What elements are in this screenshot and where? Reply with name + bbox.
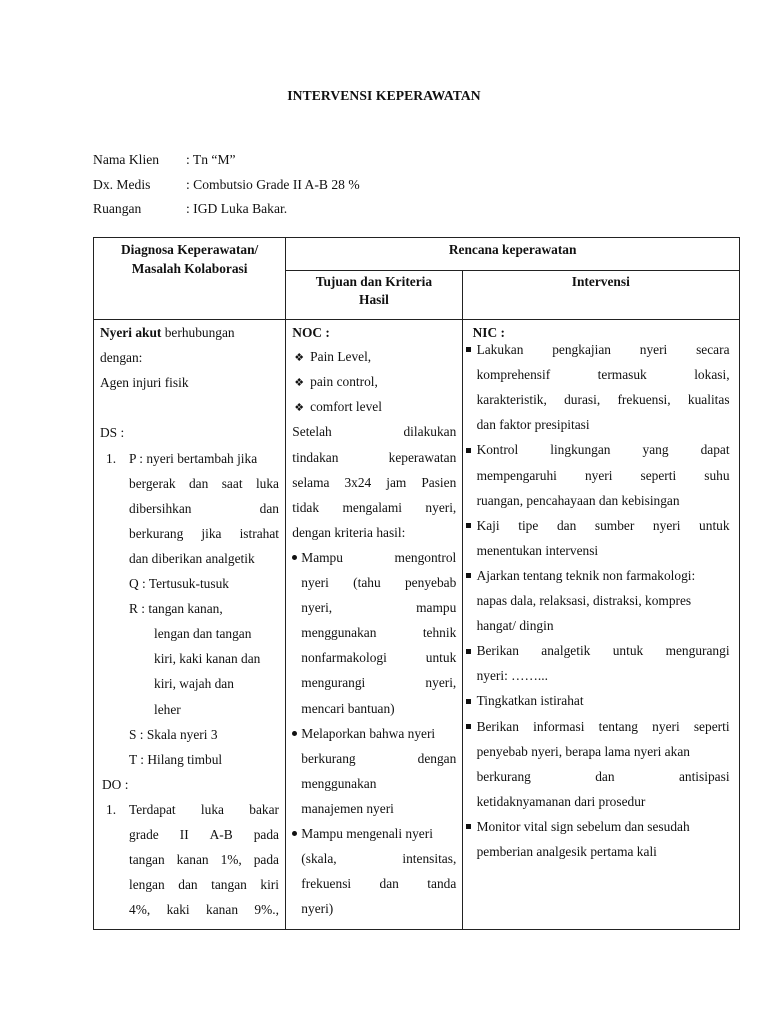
header-diagnosa-line: Diagnosa Keperawatan/ bbox=[121, 242, 259, 257]
ds-r: R : tangan kanan, bbox=[129, 601, 223, 617]
nic-line: napas dala, relaksasi, distraksi, kompres bbox=[476, 593, 692, 608]
header-intervensi-label: Intervensi bbox=[571, 274, 630, 289]
tujuan-line: Setelah dilakukan bbox=[292, 424, 457, 440]
ds-r-line: lengan dan tangan bbox=[154, 626, 252, 642]
square-bullet-icon bbox=[466, 347, 471, 352]
list-number: 1. bbox=[106, 801, 117, 817]
tujuan-line: tindakan keperawatan bbox=[292, 449, 457, 465]
header-tujuan bbox=[286, 271, 462, 320]
nic-line: dan faktor presipitasi bbox=[476, 417, 590, 433]
do-line: Terdapat luka bakar bbox=[129, 801, 279, 817]
nic-line: karakteristik, durasi, frekuensi, kualitas bbox=[476, 392, 730, 408]
do-line: 4%, kaki kanan 9%., bbox=[129, 902, 279, 918]
square-bullet-icon bbox=[466, 824, 471, 829]
nic-item: Monitor vital sign sebelum dan sesudah bbox=[466, 820, 690, 833]
intervensi-cell bbox=[462, 320, 739, 930]
do-line: grade II A-B pada bbox=[129, 827, 279, 842]
diagnosa-cell bbox=[94, 320, 286, 930]
ds-p-line: berkurang jika istrahat bbox=[129, 525, 279, 541]
nic-item: Tingkatkan istirahat bbox=[466, 694, 584, 707]
kriteria-line: nonfarmakologi untuk bbox=[301, 650, 457, 666]
do-label: DO : bbox=[102, 776, 129, 792]
kriteria-line: nyeri, mampu bbox=[301, 600, 457, 616]
do-line: tangan kanan 1%, pada bbox=[129, 852, 279, 868]
bullet-icon bbox=[292, 731, 297, 736]
nic-item: Kaji tipe dan sumber nyeri untuk bbox=[466, 519, 730, 532]
diagnosa-lead: Nyeri akut berhubungan bbox=[100, 325, 235, 340]
kriteria-line: (skala, intensitas, bbox=[301, 851, 457, 867]
diamond-bullet-icon: ❖ bbox=[294, 352, 305, 365]
nic-label: NIC : bbox=[472, 325, 505, 340]
info-label: Ruangan bbox=[93, 201, 142, 216]
nic-line: ruangan, pencahayaan dan kebisingan bbox=[476, 492, 680, 508]
square-bullet-icon bbox=[466, 573, 471, 578]
do-line: lengan dan tangan kiri bbox=[129, 877, 279, 893]
header-intervensi bbox=[462, 271, 739, 320]
info-row-nama bbox=[93, 152, 236, 168]
kriteria-line: mencari bantuan) bbox=[301, 700, 395, 716]
kriteria-line: nyeri (tahu penyebab bbox=[301, 575, 457, 590]
tujuan-line: tidak mengalami nyeri, bbox=[292, 499, 457, 515]
ds-q: Q : Tertusuk-tusuk bbox=[129, 576, 229, 591]
kriteria-line: menggunakan bbox=[301, 775, 377, 791]
list-number: 1. bbox=[106, 450, 117, 466]
nic-line: penyebab nyeri, berapa lama nyeri akan bbox=[476, 743, 690, 759]
kriteria-line: berkurang dengan bbox=[301, 750, 457, 766]
diamond-bullet-icon: ❖ bbox=[294, 377, 305, 390]
ds-r-line: kiri, kaki kanan dan bbox=[154, 651, 261, 667]
ds-p-line: dan diberikan analgetik bbox=[129, 550, 255, 566]
square-bullet-icon bbox=[466, 699, 471, 704]
kriteria-line: manajemen nyeri bbox=[301, 800, 394, 816]
kriteria-line: mengurangi nyeri, bbox=[301, 675, 457, 691]
kriteria-item: Melaporkan bahwa nyeri bbox=[292, 727, 435, 740]
square-bullet-icon bbox=[466, 724, 471, 729]
nic-item: Lakukan pengkajian nyeri secara bbox=[466, 343, 730, 356]
diagnosa-line: Agen injuri fisik bbox=[100, 375, 189, 391]
ds-r-line: leher bbox=[154, 701, 181, 717]
kriteria-line: frekuensi dan tanda bbox=[301, 876, 457, 892]
nic-item: Berikan informasi tentang nyeri seperti bbox=[466, 720, 730, 733]
tujuan-line: selama 3x24 jam Pasien bbox=[292, 474, 457, 490]
info-label: Nama Klien bbox=[93, 152, 160, 167]
bullet-icon bbox=[292, 555, 297, 560]
header-diagnosa-line: Masalah Kolaborasi bbox=[131, 261, 248, 276]
header-rencana bbox=[286, 238, 740, 271]
diagnosa-line: dengan: bbox=[100, 350, 143, 366]
square-bullet-icon bbox=[466, 448, 471, 453]
square-bullet-icon bbox=[466, 649, 471, 654]
kriteria-item: Mampu mengenali nyeri bbox=[292, 827, 433, 840]
nic-line: ketidaknyamanan dari prosedur bbox=[476, 793, 646, 809]
ds-r-line: kiri, wajah dan bbox=[154, 676, 234, 692]
kriteria-line: nyeri) bbox=[301, 901, 334, 917]
kriteria-label: dengan kriteria hasil: bbox=[292, 524, 406, 540]
nic-line: nyeri: ……... bbox=[476, 668, 548, 684]
nic-item: Berikan analgetik untuk mengurangi bbox=[466, 644, 730, 657]
care-plan-table bbox=[93, 237, 740, 930]
info-value: : Tn “M” bbox=[186, 152, 236, 167]
nic-line: menentukan intervensi bbox=[476, 542, 599, 558]
bullet-icon bbox=[292, 831, 297, 836]
nic-line: berkurang dan antisipasi bbox=[476, 768, 730, 784]
ds-p-line: dibersihkan dan bbox=[129, 500, 279, 516]
noc-label: NOC : bbox=[292, 325, 330, 340]
noc-item: ❖ pain control, bbox=[294, 374, 378, 390]
tujuan-cell bbox=[286, 320, 462, 930]
header-tujuan-line: Tujuan dan Kriteria bbox=[315, 274, 433, 289]
header-tujuan-line: Hasil bbox=[359, 292, 389, 307]
nic-line: mempengaruhi nyeri seperti suhu bbox=[476, 467, 730, 483]
nic-item: Ajarkan tentang teknik non farmakologi: bbox=[466, 569, 696, 582]
nic-line: komprehensif termasuk lokasi, bbox=[476, 367, 730, 383]
ds-p-line: P : nyeri bertambah jika bbox=[129, 450, 258, 466]
diamond-bullet-icon: ❖ bbox=[294, 402, 305, 415]
kriteria-item: Mampu mengontrol bbox=[292, 551, 456, 564]
ds-s: S : Skala nyeri 3 bbox=[129, 726, 218, 742]
ds-p-line: bergerak dan saat luka bbox=[129, 475, 279, 491]
nic-line: pemberian analgesik pertama kali bbox=[476, 844, 657, 859]
info-row-dx bbox=[93, 177, 360, 193]
info-label: Dx. Medis bbox=[93, 177, 151, 192]
info-value: : Combutsio Grade II A-B 28 % bbox=[186, 177, 360, 192]
ds-t: T : Hilang timbul bbox=[129, 751, 223, 767]
info-value: : IGD Luka Bakar. bbox=[186, 201, 288, 216]
info-row-ruangan bbox=[93, 201, 287, 217]
header-diagnosa bbox=[94, 238, 286, 320]
noc-item: ❖ Pain Level, bbox=[294, 349, 372, 365]
square-bullet-icon bbox=[466, 523, 471, 528]
header-rencana-label: Rencana keperawatan bbox=[448, 242, 577, 257]
ds-label: DS : bbox=[100, 425, 125, 441]
noc-item: ❖ comfort level bbox=[294, 399, 382, 415]
nic-line: hangat/ dingin bbox=[476, 618, 554, 634]
kriteria-line: menggunakan tehnik bbox=[301, 625, 457, 641]
nic-item: Kontrol lingkungan yang dapat bbox=[466, 443, 730, 456]
page-title: INTERVENSI KEPERAWATAN bbox=[287, 88, 481, 103]
